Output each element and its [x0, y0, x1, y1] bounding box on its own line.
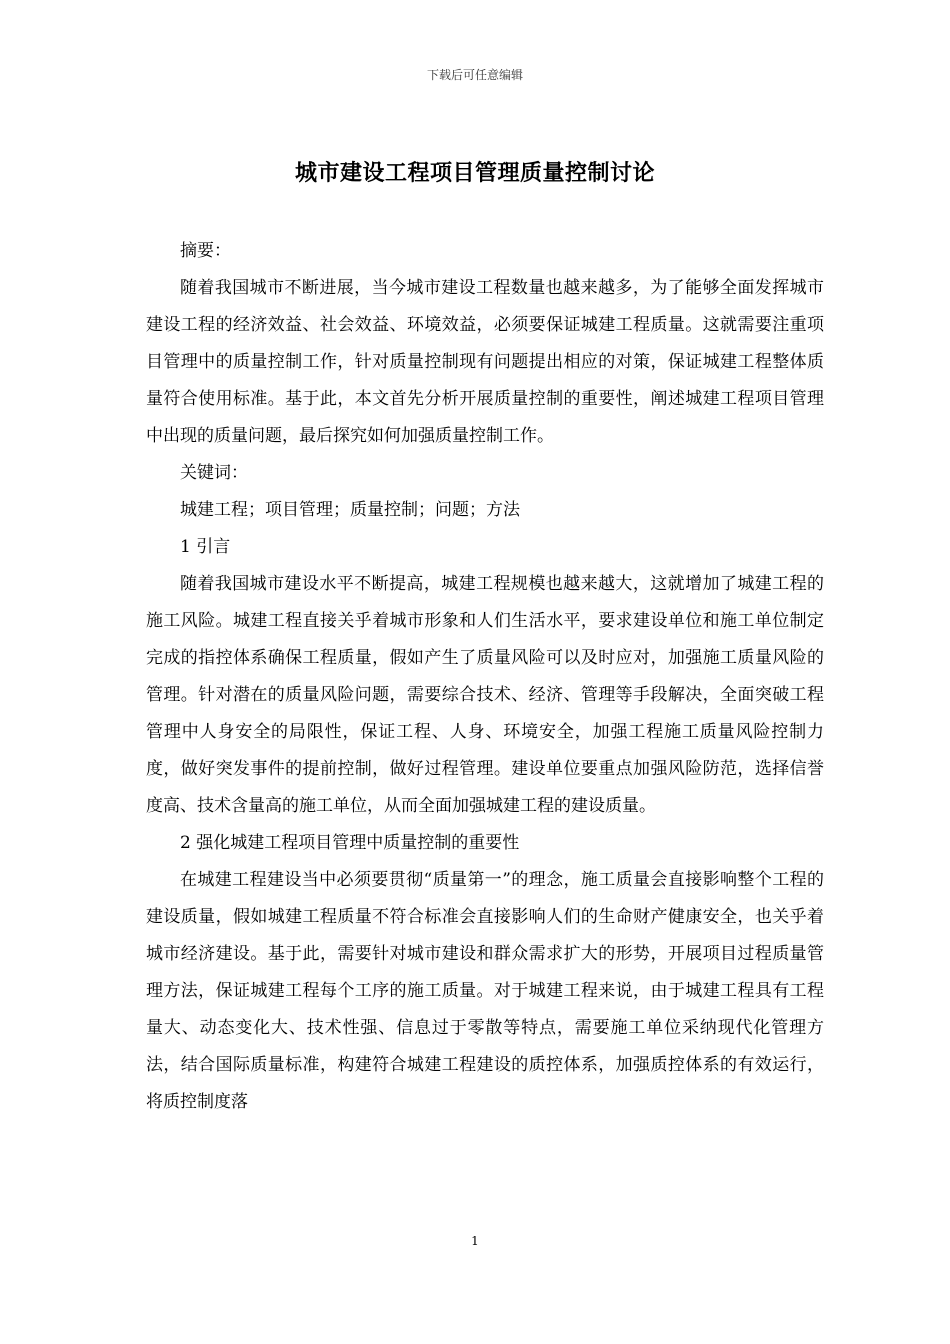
section-heading-introduction: 1 引言: [180, 537, 231, 557]
page-number: 1: [471, 1234, 479, 1248]
document-body: [146, 233, 824, 1121]
keywords-heading: 关键词：: [180, 463, 248, 483]
section-heading-importance: 2 强化城建工程项目管理中质量控制的重要性: [180, 833, 520, 853]
abstract-paragraph: 随着我国城市不断进展，当今城市建设工程数量也越来越多，为了能够全面发挥城市建设工程的经济效益、社会效益、环境效益，必须要保证城建工程质量。这就需要注重项目管理中的质量控制工作，针对质量控制现有问题提出相应的对策，保证城建工程整体质量符合使用标准。基于此，本文首先分析开展质量控制的重要性，阐述城建工程项目管理中出现的质量问题，最后探究如何加强质量控制工作。: [146, 278, 824, 446]
introduction-paragraph: 随着我国城市建设水平不断提高，城建工程规模也越来越大，这就增加了城建工程的施工风险。城建工程直接关乎着城市形象和人们生活水平，要求建设单位和施工单位制定完成的指控体系确保工程质量，假如产生了质量风险可以及时应对，加强施工质量风险的管理。针对潜在的质量风险问题，需要综合技术、经济、管理等手段解决，全面突破工程管理中人身安全的局限性，保证工程、人身、环境安全，加强工程施工质量风险控制力度，做好突发事件的提前控制，做好过程管理。建设单位要重点加强风险防范，选择信誉度高、技术含量高的施工单位，从而全面加强城建工程的建设质量。: [146, 574, 824, 816]
page-header-note: 下载后可任意编辑: [426, 68, 523, 82]
keywords-list: 城建工程；项目管理；质量控制；问题；方法: [180, 500, 520, 520]
abstract-heading: 摘要：: [180, 241, 231, 261]
document-title: 城市建设工程项目管理质量控制讨论: [294, 160, 655, 186]
importance-paragraph: 在城建工程建设当中必须要贯彻“质量第一”的理念，施工质量会直接影响整个工程的建设质量，假如城建工程质量不符合标准会直接影响人们的生命财产健康安全，也关乎着城市经济建设。基于此，需要针对城市建设和群众需求扩大的形势，开展项目过程质量管理方法，保证城建工程每个工序的施工质量。对于城建工程来说，由于城建工程具有工程量大、动态变化大、技术性强、信息过于零散等特点，需要施工单位采纳现代化管理方法，结合国际质量标准，构建符合城建工程建设的质控体系，加强质控体系的有效运行，将质控制度落: [146, 870, 824, 1112]
